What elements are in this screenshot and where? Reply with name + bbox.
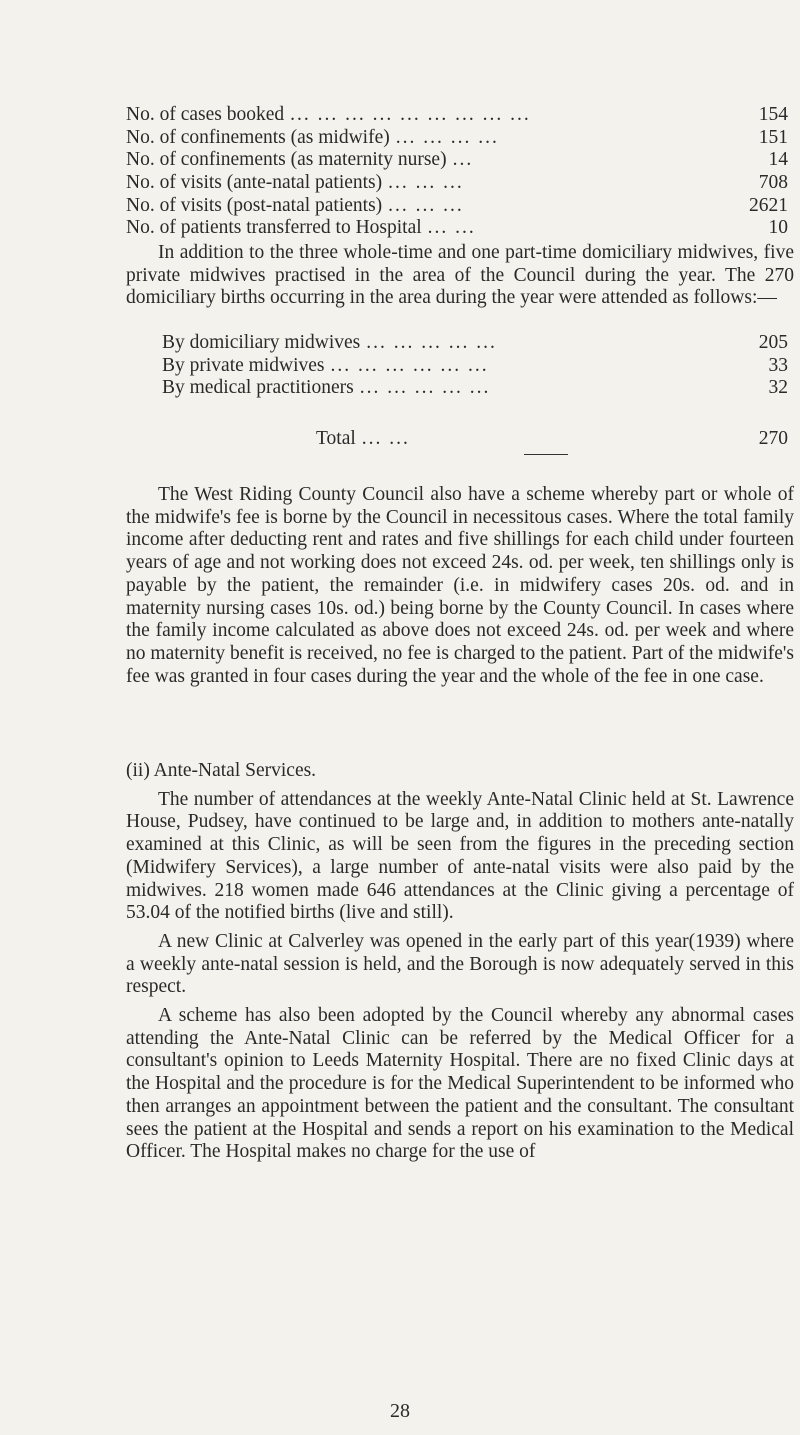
intro-paragraph: In addition to the three whole-time and one part-time domiciliary midwives, five private midwives practised in the area of the Council during the year. The 270 domiciliary births occurring in the area during the year were attended as follows:— <box>126 242 794 309</box>
attendance-label: By domiciliary midwives <box>162 332 361 353</box>
stat-value: 151 <box>758 126 788 148</box>
stat-label: No. of visits (post-natal patients) <box>126 194 383 216</box>
leader-dots: ... ... <box>361 428 410 449</box>
west-riding-paragraph: The West Riding County Council also have a scheme whereby part or whole of the midwife's fee is borne by the Council in necessitous cases. Where the total family income after deducting rent and rates and five shillings for each child under fourteen years of age and not working does not exceed 24s. od. per week, ten shillings only is payable by the patient, the remainder (i.e. in midwifery cases 20s. od. and in maternity nursing cases 10s. od.) being borne by the County Council. In cases where the family income calculated as above does not exceed 24s. od. per week and where no maternity benefit is received, no fee is charged to the patient. Part of the midwife's fee was granted in four cases during the year and the whole of the fee in one case. <box>126 484 794 687</box>
stat-label: No. of confinements (as midwife) <box>126 126 390 148</box>
attendance-list <box>126 332 794 400</box>
ante-natal-section <box>126 760 794 1164</box>
attendance-label: By medical practitioners <box>162 377 354 399</box>
attendance-value: 32 <box>768 377 788 399</box>
stat-row <box>126 149 794 172</box>
statistics-list <box>126 104 794 240</box>
scheme-paragraph: A scheme has also been adopted by the Council whereby any abnormal cases attending the Ante-Natal Clinic can be referred by the Medical Officer for a consultant's opinion to Leeds Maternity Hospital. There are no fixed Clinic days at the Hospital and the procedure is for the Medical Superintendent to be informed who then arranges an appointment between the patient and the consultant. The consultant sees the patient at the Hospital and sends a report on his examination to the Medical Officer. The Hospital makes no charge for the use of <box>126 1005 794 1163</box>
leader-dots: ... ... <box>427 217 476 239</box>
total-label: Total <box>316 428 356 449</box>
stat-row <box>126 217 794 240</box>
page-number: 28 <box>390 1400 410 1422</box>
west-riding-section <box>126 484 794 688</box>
attendance-value: 205 <box>758 332 788 353</box>
leader-dots: ... ... ... <box>388 194 464 216</box>
stat-value: 10 <box>768 217 788 239</box>
stat-row <box>126 195 794 218</box>
attendance-label: By private midwives <box>162 354 325 376</box>
stat-label: No. of patients transferred to Hospital <box>126 217 422 239</box>
calverley-paragraph: A new Clinic at Calverley was opened in the early part of this year(1939) where a weekly ante-natal session is held, and the Borough is now adequately served in this respect. <box>126 930 794 998</box>
stat-value: 2621 <box>749 194 788 216</box>
stat-row <box>126 104 794 127</box>
leader-dots: ... ... ... <box>388 172 464 194</box>
section-heading: (ii) Ante-Natal Services. <box>126 760 317 781</box>
attendance-row <box>162 332 794 355</box>
stat-row <box>126 127 794 150</box>
stat-label: No. of confinements (as maternity nurse) <box>126 149 447 171</box>
total-rule <box>524 454 568 455</box>
stat-row <box>126 172 794 195</box>
total-value: 270 <box>758 428 788 449</box>
attendance-row <box>162 377 794 400</box>
attendances-paragraph: The number of attendances at the weekly Ante-Natal Clinic held at St. Lawrence House, Pudsey, have continued to be large and, in addition to mothers ante-natally examined at this Clinic, as will be seen from the figures in the preceding section (Midwifery Services), a large number of ante-natal visits were also paid by the midwives. 218 women made 646 attendances at the Clinic giving a percentage of 53.04 of the notified births (live and still). <box>126 788 794 924</box>
leader-dots: ... <box>452 149 474 171</box>
leader-dots: ... ... ... ... ... <box>359 377 491 399</box>
total-row <box>126 428 794 451</box>
stat-value: 708 <box>758 172 788 194</box>
leader-dots: ... ... ... ... <box>395 126 499 148</box>
leader-dots: ... ... ... ... ... ... <box>330 354 489 376</box>
total-section <box>126 428 794 455</box>
stat-label: No. of visits (ante-natal patients) <box>126 172 383 194</box>
leader-dots: ... ... ... ... ... <box>366 332 497 353</box>
intro-section <box>126 242 794 310</box>
attendance-row <box>162 355 794 378</box>
stat-label: No. of cases booked <box>126 104 285 125</box>
leader-dots: ... ... ... ... ... ... ... ... ... <box>290 104 531 125</box>
stat-value: 154 <box>758 104 788 125</box>
stat-value: 14 <box>768 149 788 171</box>
attendance-value: 33 <box>768 354 788 376</box>
